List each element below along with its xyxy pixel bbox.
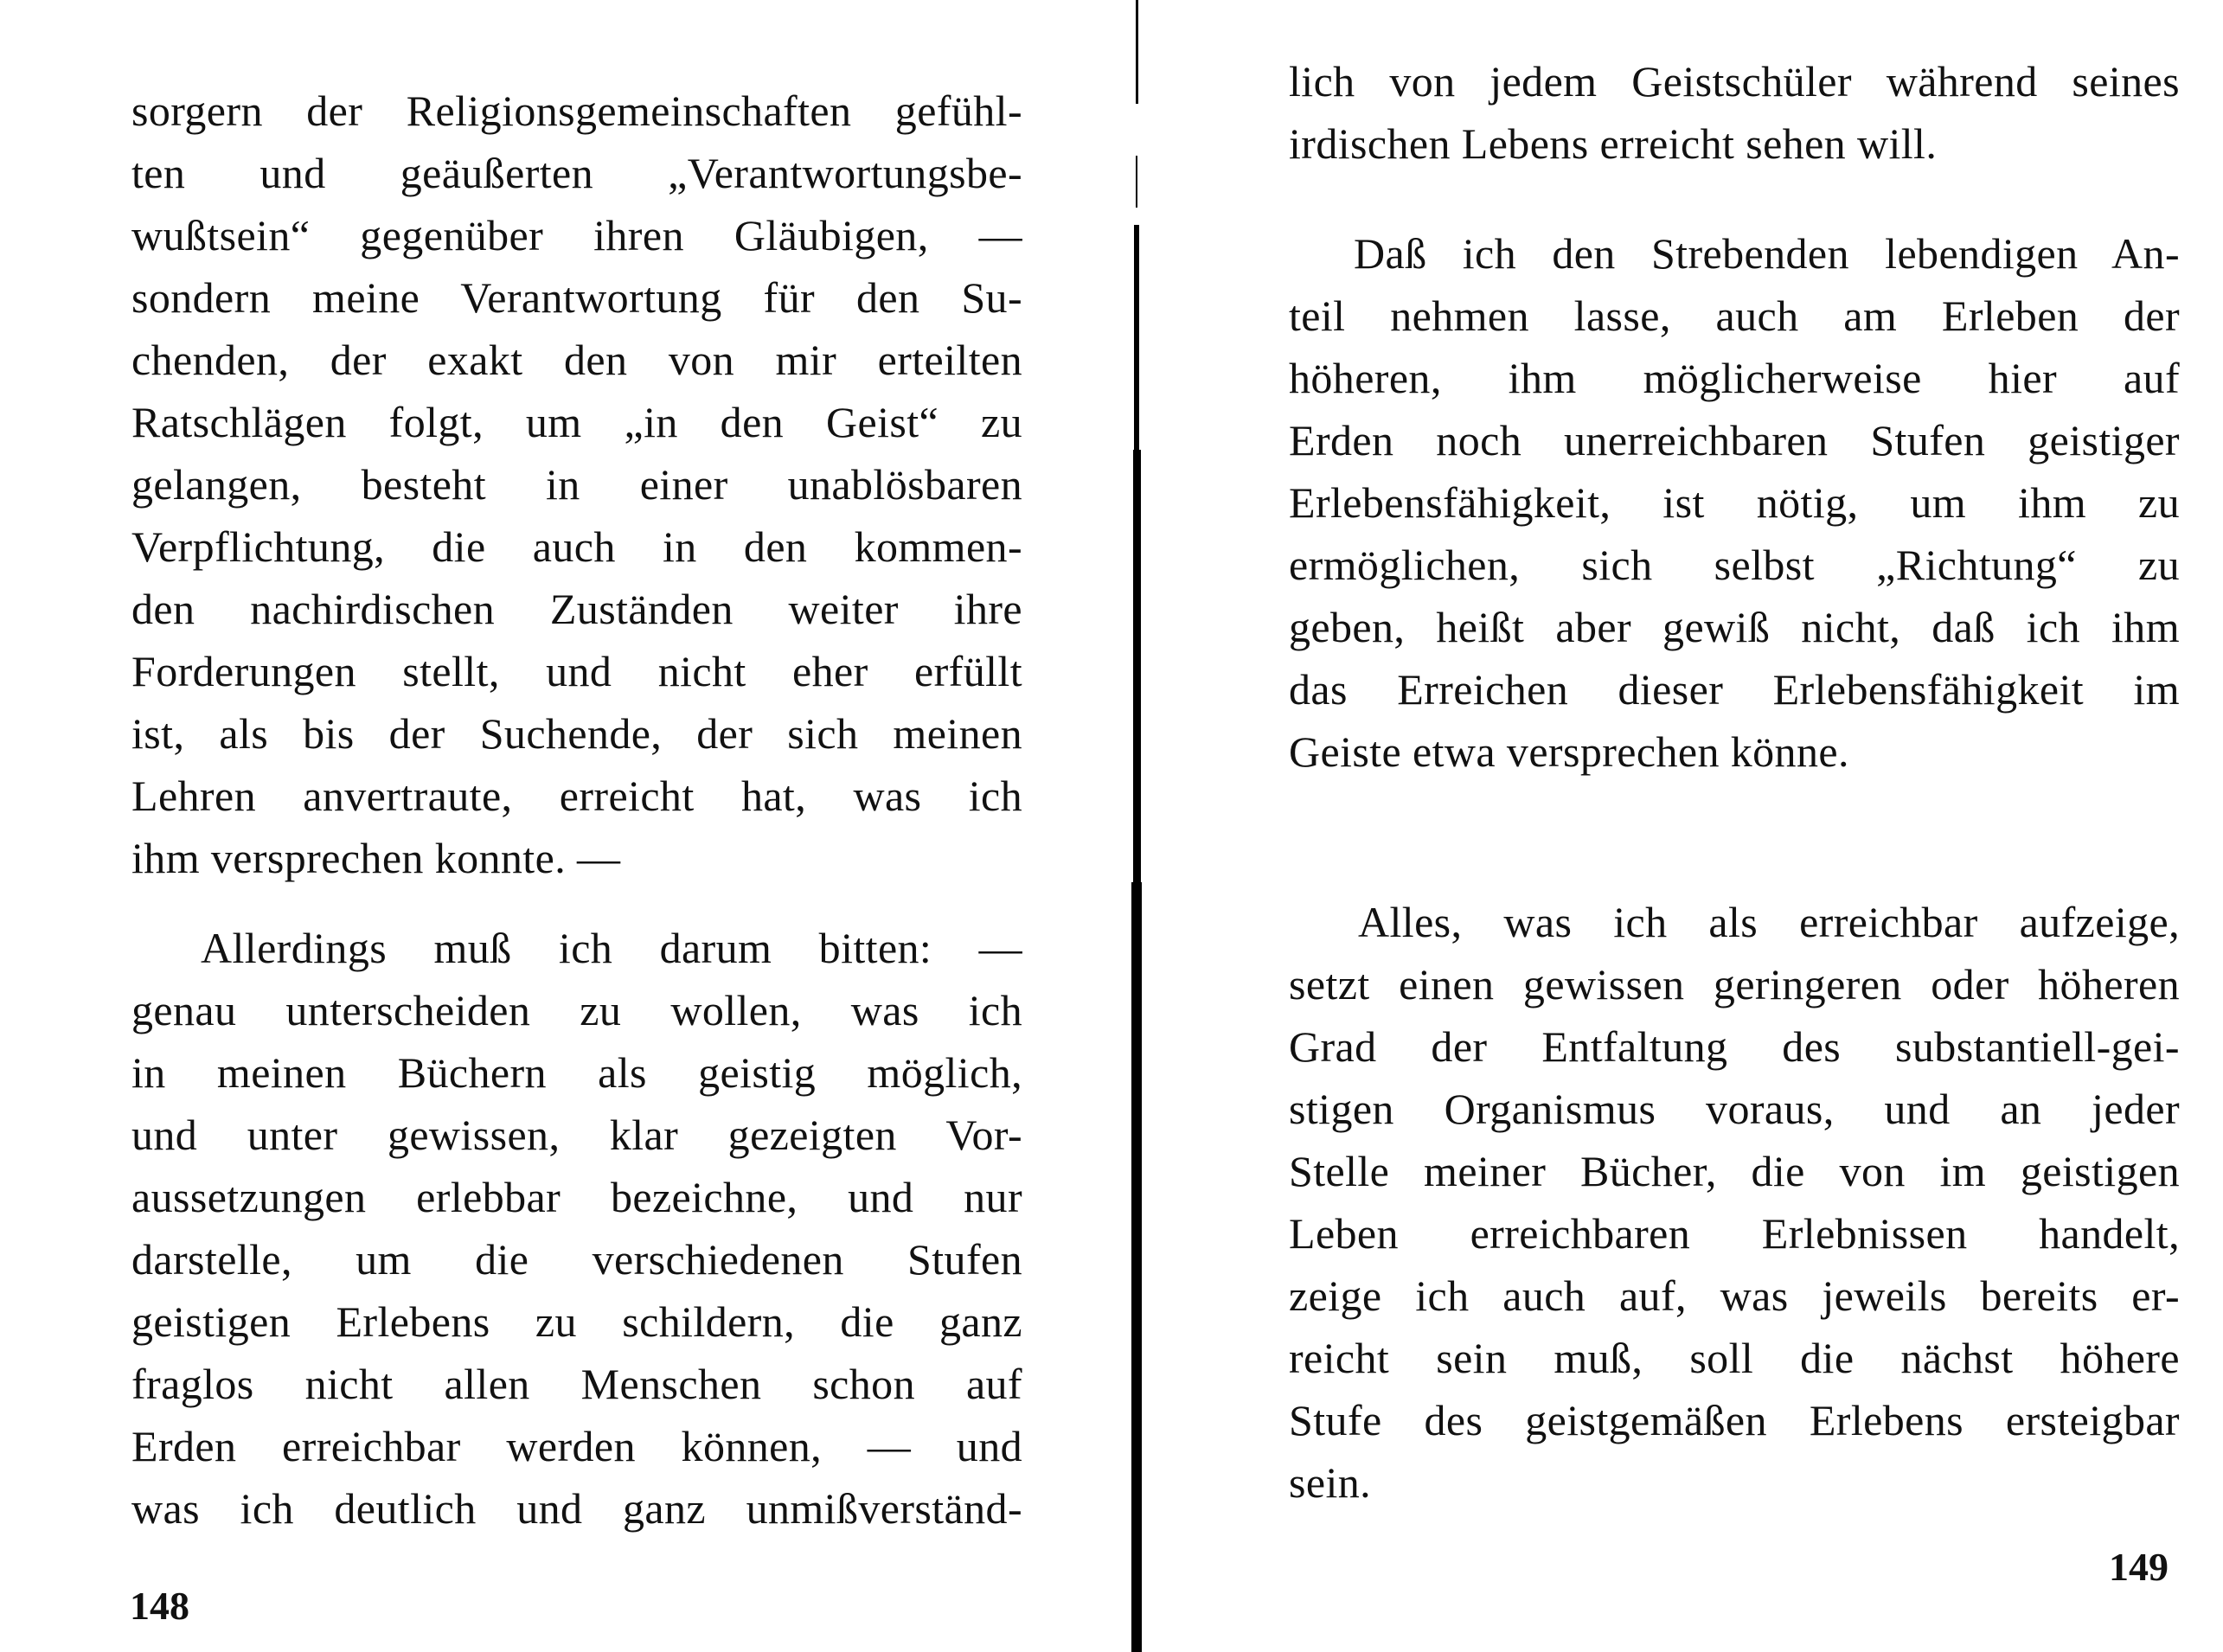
text-line: fraglos nicht allen Menschen schon auf bbox=[131, 1360, 1022, 1408]
text-line: geben, heißt aber gewiß nicht, daß ich ihm bbox=[1289, 603, 2180, 651]
text-line: ihm versprechen konnte. — bbox=[131, 834, 621, 882]
text-line: Erlebensfähigkeit, ist nötig, um ihm zu bbox=[1289, 478, 2180, 527]
text-line: Leben erreichbaren Erlebnissen handelt, bbox=[1289, 1209, 2180, 1258]
text-line: höheren, ihm möglicherweise hier auf bbox=[1289, 354, 2180, 402]
right-paragraph-1 bbox=[1289, 50, 2180, 175]
text-line: was ich deutlich und ganz unmißverständ- bbox=[131, 1484, 1022, 1533]
text-line: ten und geäußerten „Verantwortungsbe- bbox=[131, 149, 1022, 197]
text-line: Stelle meiner Bücher, die von im geistigen bbox=[1289, 1147, 2180, 1195]
text-line: aussetzungen erlebbar bezeichne, und nur bbox=[131, 1173, 1022, 1221]
text-line: sorgern der Religionsgemeinschaften gefühl- bbox=[131, 86, 1022, 135]
right-paragraph-3 bbox=[1289, 891, 2180, 1514]
text-line: zeige ich auch auf, was jeweils bereits er- bbox=[1289, 1271, 2180, 1320]
book-gutter bbox=[1124, 0, 1150, 1652]
paragraph-gap bbox=[1289, 783, 2180, 891]
text-line: reicht sein muß, soll die nächst höhere bbox=[1289, 1334, 2180, 1382]
text-line: darstelle, um die verschiedenen Stufen bbox=[131, 1235, 1022, 1284]
text-line: den nachirdischen Zuständen weiter ihre bbox=[131, 585, 1022, 633]
right-paragraph-2 bbox=[1289, 222, 2180, 783]
page-number: 149 bbox=[2109, 1545, 2169, 1589]
text-line: Alles, was ich als erreichbar aufzeige, bbox=[1358, 898, 2180, 946]
text-line: in meinen Büchern als geistig möglich, bbox=[131, 1048, 1022, 1097]
text-line: setzt einen gewissen geringeren oder höheren bbox=[1289, 960, 2180, 1008]
text-line: chenden, der exakt den von mir erteilten bbox=[131, 336, 1022, 384]
text-line: Geiste etwa versprechen könne. bbox=[1289, 727, 1849, 776]
text-line: lich von jedem Geistschüler während seines bbox=[1289, 57, 2180, 106]
text-line: Stufe des geistgemäßen Erlebens ersteigbar bbox=[1289, 1396, 2180, 1444]
page-number: 148 bbox=[130, 1584, 189, 1628]
left-page-text bbox=[131, 80, 1022, 1540]
right-page bbox=[1159, 0, 2223, 1652]
text-line: geistigen Erlebens zu schildern, die ganz bbox=[131, 1297, 1022, 1346]
right-page-text bbox=[1289, 50, 2180, 1514]
left-paragraph-2 bbox=[131, 917, 1022, 1540]
text-line: Grad der Entfaltung des substantiell-gei- bbox=[1289, 1022, 2180, 1071]
text-line: teil nehmen lasse, auch am Erleben der bbox=[1289, 291, 2180, 340]
text-line: Erden erreichbar werden können, — und bbox=[131, 1422, 1022, 1470]
text-line: das Erreichen dieser Erlebensfähigkeit im bbox=[1289, 665, 2180, 714]
text-line: ermöglichen, sich selbst „Richtung“ zu bbox=[1289, 541, 2180, 589]
text-line: stigen Organismus voraus, und an jeder bbox=[1289, 1085, 2180, 1133]
text-line: Daß ich den Strebenden lebendigen An- bbox=[1354, 229, 2180, 278]
paragraph-gap bbox=[1289, 175, 2180, 222]
text-line: Ratschlägen folgt, um „in den Geist“ zu bbox=[131, 398, 1022, 446]
left-paragraph-1 bbox=[131, 80, 1022, 889]
text-line: gelangen, besteht in einer unablösbaren bbox=[131, 460, 1022, 509]
paragraph-gap bbox=[131, 889, 1022, 917]
text-line: Erden noch unerreichbaren Stufen geistiger bbox=[1289, 416, 2180, 464]
text-line: sein. bbox=[1289, 1458, 1372, 1507]
text-line: Forderungen stellt, und nicht eher erfüllt bbox=[131, 647, 1022, 695]
text-line: sondern meine Verantwortung für den Su- bbox=[131, 273, 1022, 322]
text-line: irdischen Lebens erreicht sehen will. bbox=[1289, 119, 1938, 168]
text-line: Lehren anvertraute, erreicht hat, was ich bbox=[131, 772, 1022, 820]
text-line: Verpflichtung, die auch in den kommen- bbox=[131, 522, 1022, 571]
text-line: und unter gewissen, klar gezeigten Vor- bbox=[131, 1111, 1022, 1159]
text-line: wußtsein“ gegenüber ihren Gläubigen, — bbox=[131, 211, 1022, 259]
text-line: ist, als bis der Suchende, der sich meinen bbox=[131, 709, 1022, 758]
text-line: genau unterscheiden zu wollen, was ich bbox=[131, 986, 1022, 1034]
text-line: Allerdings muß ich darum bitten: — bbox=[201, 924, 1022, 972]
